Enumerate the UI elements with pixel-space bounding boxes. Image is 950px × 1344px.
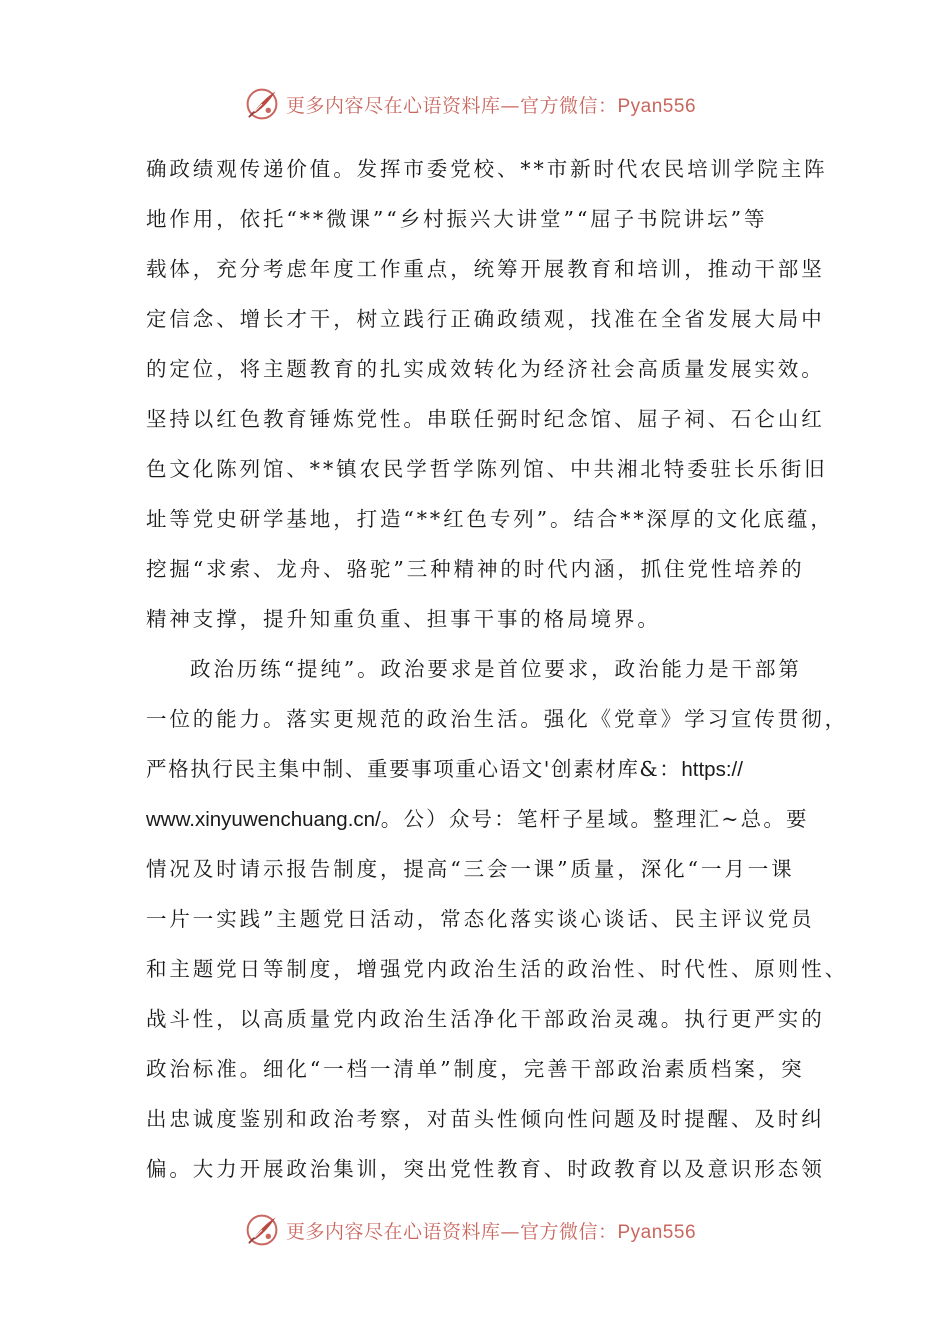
text-line: 偏。大力开展政治集训，突出党性教育、时政教育以及意识形态领 [146, 1157, 825, 1181]
header-banner [0, 84, 950, 124]
text-line: 和主题党日等制度，增强党内政治生活的政治性、时代性、原则性、 [146, 957, 848, 981]
quill-pen-logo-icon [244, 86, 280, 122]
text-line [146, 744, 806, 794]
banner-text [286, 91, 696, 118]
banner-slogan: 更多内容尽在心语资料库—官方微信： [285, 1220, 618, 1243]
text-line: 址等党史研学基地，打造“**红色专列”。结合**深厚的文化底蕴， [146, 507, 834, 531]
text-segment: 严格执行民主集中制、重要事项重心语文'创素材库&： [146, 757, 682, 781]
document-body [146, 144, 848, 1194]
text-line: 情况及时请示报告制度，提高“三会一课”质量，深化“一月一课 [146, 857, 795, 881]
text-line: 地作用，依托“**微课”“乡村振兴大讲堂”“屈子书院讲坛”等 [146, 207, 768, 231]
text-line: 的定位，将主题教育的扎实成效转化为经济社会高质量发展实效。 [146, 357, 825, 381]
footer-banner [0, 1210, 950, 1250]
url-fragment: www.xinyuwenchuang.cn/ [146, 808, 381, 831]
text-line: 色文化陈列馆、**镇农民学哲学陈列馆、中共湘北特委驻长乐街旧 [146, 457, 828, 481]
banner-wechat-id: Pyan556 [617, 1221, 697, 1243]
text-line [146, 794, 809, 844]
text-line: 出忠诚度鉴别和政治考察，对苗头性倾向性问题及时提醒、及时纠 [146, 1107, 825, 1131]
text-line: 载体，充分考虑年度工作重点，统筹开展教育和培训，推动干部坚 [146, 257, 825, 281]
text-line: 确政绩观传递价值。发挥市委党校、**市新时代农民培训学院主阵 [146, 157, 828, 181]
text-line: 挖掘“求索、龙舟、骆驼”三种精神的时代内涵，抓住党性培养的 [146, 557, 805, 581]
banner-slogan: 更多内容尽在心语资料库—官方微信： [285, 94, 618, 117]
url-fragment: https:// [681, 758, 743, 781]
text-line: 一位的能力。落实更规范的政治生活。强化《党章》学习宣传贯彻， [146, 707, 848, 731]
text-line: 政治历练“提纯”。政治要求是首位要求，政治能力是干部第 [190, 657, 802, 681]
text-line: 一片一实践”主题党日活动，常态化落实谈心谈话、民主评议党员 [146, 907, 815, 931]
banner-text [286, 1217, 696, 1244]
text-line: 政治标准。细化“一档一清单”制度，完善干部政治素质档案，突 [146, 1057, 805, 1081]
text-line: 精神支撑，提升知重负重、担事干事的格局境界。 [146, 607, 661, 631]
text-line: 坚持以红色教育锤炼党性。串联任弼时纪念馆、屈子祠、石仑山红 [146, 407, 825, 431]
quill-pen-logo-icon [244, 1212, 280, 1248]
text-segment: 。公）众号：笔杆子星域。整理汇~总。要 [380, 807, 809, 831]
text-line: 定信念、增长才干，树立践行正确政绩观，找准在全省发展大局中 [146, 307, 825, 331]
banner-wechat-id: Pyan556 [617, 95, 697, 117]
text-line: 战斗性，以高质量党内政治生活净化干部政治灵魂。执行更严实的 [146, 1007, 825, 1031]
